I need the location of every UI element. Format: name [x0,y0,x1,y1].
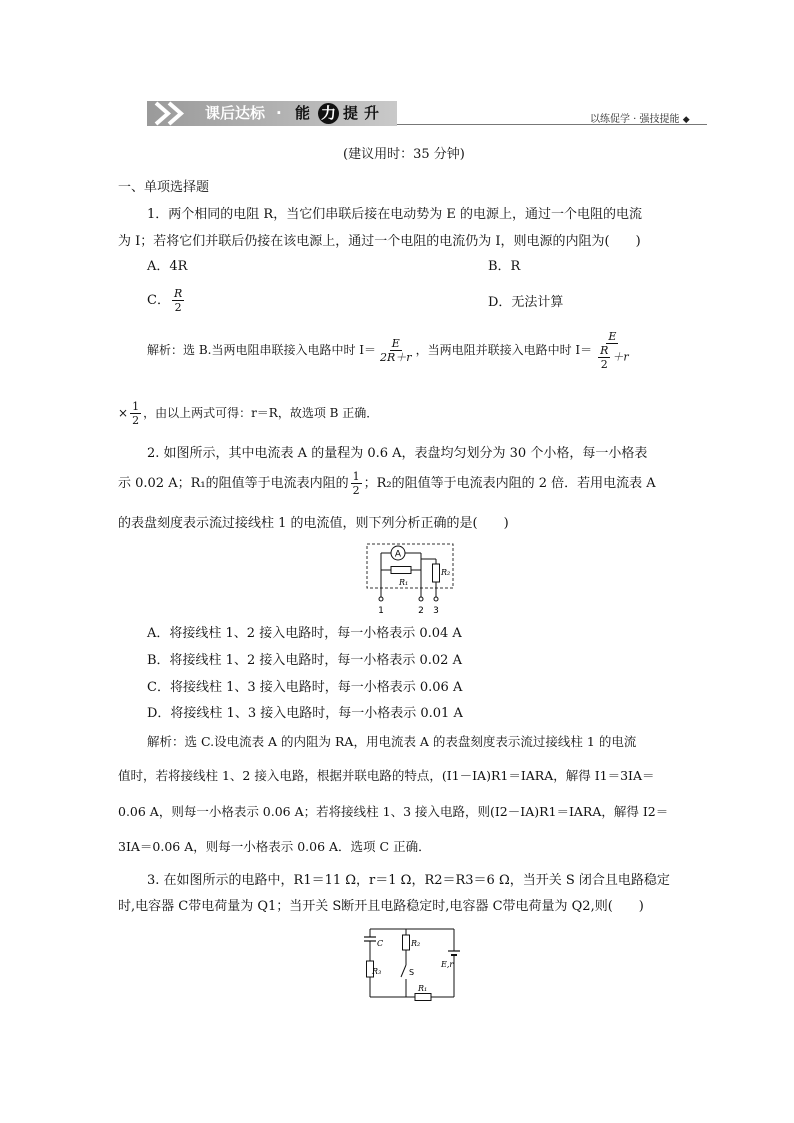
q3-switch-blade [401,965,406,977]
q1-answer-f2-inner-fraction [598,344,610,371]
q2-option-c: C．将接线柱 1、3 接入电路时，每一小格表示 0.06 A [147,680,463,695]
q1-line2: 为 I；若将它们并联后仍接在该电源上，通过一个电阻的电流仍为 I，则电源的内阻为( ) [118,234,641,249]
q1-option-d: D．无法计算 [488,295,564,310]
time-note: (建议用时：35 分钟) [343,147,465,162]
q3-circuit-diagram [358,925,464,1005]
q3-line2: 时,电容器 C带电荷量为 Q1；当开关 S断开且电路稳定时,电容器 C带电荷量为 Q2,则( ) [118,899,644,914]
q2-answer-line2: 值时，若将接线柱 1、2 接入电路，根据并联电路的特点，(I1－IA)R1＝IARA，解得 I1＝3IA＝ [118,768,655,783]
q1-answer-half-den: 2 [132,414,140,427]
q2-terminal3-label: 3 [433,606,439,616]
q1-answer-f2-den [594,344,631,371]
q1-answer-f1-num: E [391,337,400,350]
q1-answer-f2-inner-den: 2 [600,358,608,371]
header-emph-2: 力 [321,104,337,122]
q1-answer-half-num: 1 [132,400,140,413]
q2-ammeter-label: A [394,549,402,560]
q2-r1-label: R₁ [399,578,409,587]
header-dot: · [276,104,282,122]
q2-terminal2 [419,597,423,601]
q3-r1-symbol [415,994,431,1001]
header-emph-4: 升 [364,104,380,122]
diamond-icon: ◆ [682,115,690,125]
header-emph-1: 能 [295,104,311,122]
q1-answer-half [130,400,141,427]
q2-option-d: D．将接线柱 1、3 接入电路时，每一小格表示 0.01 A [147,706,463,721]
q2-answer-line4: 3IA＝0.06 A，则每一小格表示 0.06 A．选项 C 正确． [118,839,431,854]
q1-option-a: A．4R [147,259,188,274]
q2-answer-line3: 0.06 A，则每一小格表示 0.06 A；若将接线柱 1、3 接入电路，则(I2－IA)R1＝IARA，解得 I2＝ [118,804,669,819]
q2-half-num: 1 [352,470,360,483]
q1-option-b: B．R [488,259,521,274]
q2-option-a: A．将接线柱 1、2 接入电路时，每一小格表示 0.04 A [147,626,462,641]
q2-line3: 的表盘刻度表示流过接线柱 1 的电流值，则下列分析正确的是( ) [118,516,509,531]
q3-r1-label: R₁ [418,984,428,993]
q1-answer-fraction2 [594,330,631,371]
q3-battery-label: E,r [441,960,454,969]
q2-terminal2-label: 2 [418,606,424,616]
q1-answer-f2-num: E [608,330,617,343]
q1-answer-times: × [118,406,129,420]
double-chevron-icon [152,101,192,126]
q2-half-fraction [351,470,362,497]
header-emph-3: 提 [343,104,359,122]
q2-option-b: B．将接线柱 1、2 接入电路时，每一小格表示 0.02 A [147,653,462,668]
q1-answer-part-a: 解析：选 B.当两电阻串联接入电路中时 I＝ [147,343,377,357]
q1-answer-f2-inner-num: R [600,344,609,357]
q2-half-den: 2 [352,484,360,497]
q1-answer-conclusion: ，由以上两式可得：r＝R，故选项 B 正确． [143,406,379,420]
q2-answer-line1: 解析：选 C.设电流表 A 的内阻为 RA，用电流表 A 的表盘刻度表示流过接线柱 1 的电流 [147,734,637,749]
q2-line1: 2. 如图所示，其中电流表 A 的量程为 0.6 A，表盘均匀划分为 30 个小格，每一小格表 [147,446,648,461]
q2-r2-symbol [433,564,440,582]
q2-terminal1-label: 1 [378,606,384,616]
q1-option-c-num: R [173,287,183,300]
q1-option-c [147,286,186,316]
q3-r2-symbol [403,935,410,950]
q3-r3-label: R₃ [372,967,382,976]
q2-r1-symbol [391,567,411,574]
q2-line2 [118,470,656,498]
header-slogan [590,110,690,125]
q2-line2-a: 示 0.02 A；R₁的阻值等于电流表内阻的 [118,476,349,491]
q3-switch-label: S [409,968,415,977]
q1-option-c-label: C． [147,293,170,308]
q2-circuit-diagram [364,542,456,616]
q3-cap-label: C [377,939,384,948]
q1-answer-fraction1 [378,337,414,364]
q2-r2-label: R₂ [441,568,451,577]
q1-answer-f2-tail: ＋r [612,350,629,364]
q2-terminal3 [434,597,438,601]
q1-line1: 1．两个相同的电阻 R，当它们串联后接在电动势为 E 的电源上，通过一个电阻的电流 [147,207,642,222]
header-title: 课后达标 [205,104,266,122]
section-heading: 一、单项选择题 [118,180,210,195]
q3-r2-label: R₂ [411,939,421,948]
q1-answer-part-b: ，当两电阻并联接入电路中时 I＝ [415,343,593,357]
q1-option-c-den: 2 [174,301,182,314]
q3-line1: 3. 在如图所示的电路中，R1＝11 Ω，r＝1 Ω，R2＝R3＝6 Ω，当开关 S 闭合且电路稳定 [147,873,670,888]
q1-answer-f1-den: 2R＋r [380,351,412,364]
header-slogan-text: 以练促学 · 强技提能 [590,114,680,125]
q1-option-c-fraction [172,287,184,314]
q2-line2-b: ；R₂的阻值等于电流表内阻的 2 倍．若用电流表 A [363,476,656,491]
q2-terminal1 [379,597,383,601]
q1-answer-line2 [118,398,378,428]
q1-answer-line1 [147,330,633,371]
